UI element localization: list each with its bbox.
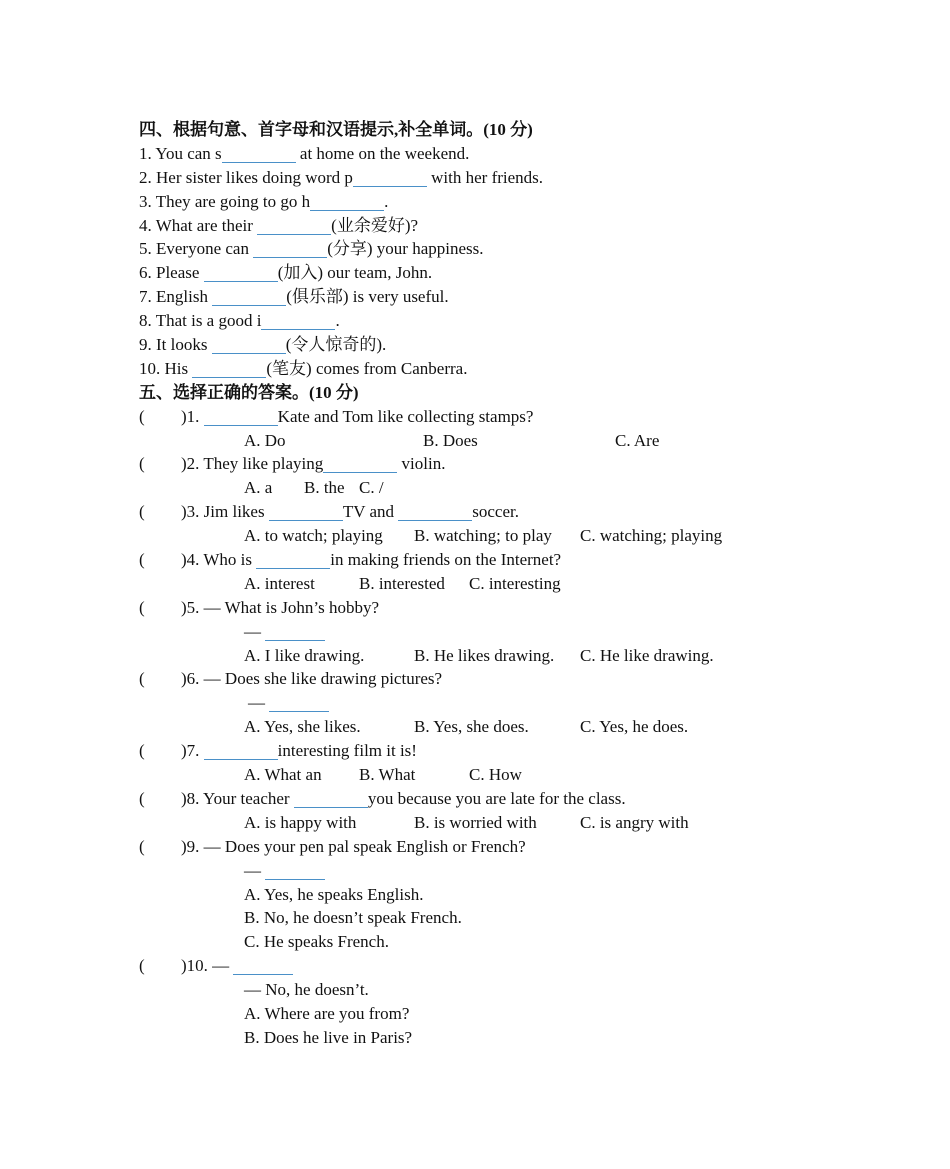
option-c[interactable]: C. Are xyxy=(615,430,660,450)
option-c[interactable]: C. interesting xyxy=(469,573,561,593)
option-b[interactable]: B. He likes drawing. xyxy=(414,645,555,665)
answer-blank[interactable] xyxy=(222,145,296,163)
fill-item-5: 5. Everyone can (分享) your happiness. xyxy=(139,239,484,259)
option-c[interactable]: C. He speaks French. xyxy=(244,932,389,952)
answer-blank[interactable] xyxy=(265,862,325,880)
option-9a xyxy=(139,883,899,907)
option-b[interactable]: B. Yes, she does. xyxy=(414,717,529,737)
option-a[interactable]: A. to watch; playing xyxy=(244,526,383,546)
answer-paren[interactable]: ( xyxy=(139,836,145,856)
answer-paren[interactable]: ( xyxy=(139,550,145,570)
option-9c xyxy=(139,930,899,954)
answer-paren[interactable]: ( xyxy=(139,406,145,426)
question-6: ( )6. — Does she like drawing pictures? xyxy=(139,667,899,691)
option-b[interactable]: B. interested xyxy=(359,573,445,593)
answer-blank[interactable] xyxy=(256,551,330,569)
fill-item-6: 6. Please (加入) our team, John. xyxy=(139,263,433,283)
answer-blank[interactable] xyxy=(265,623,325,641)
question-9: ( )9. — Does your pen pal speak English or French? xyxy=(139,835,899,859)
worksheet xyxy=(139,118,899,1050)
options-3 xyxy=(139,524,899,548)
option-a[interactable]: A. What an xyxy=(244,765,322,785)
fill-item-8: 8. That is a good i . xyxy=(139,311,340,331)
options-4 xyxy=(139,572,899,596)
option-c[interactable]: C. / xyxy=(359,478,384,498)
question-3: ( )3. Jim likes TV and soccer. xyxy=(139,500,899,524)
option-a[interactable]: A. Yes, he speaks English. xyxy=(244,884,424,904)
options-7 xyxy=(139,763,899,787)
fill-item-2: 2. Her sister likes doing word p with her friends. xyxy=(139,167,544,187)
answer-blank[interactable] xyxy=(204,742,278,760)
reply-10: — No, he doesn’t. xyxy=(244,980,369,1000)
option-a[interactable]: A. I like drawing. xyxy=(244,645,365,665)
answer-paren[interactable]: ( xyxy=(139,454,145,474)
answer-blank[interactable] xyxy=(353,169,427,187)
section-4-title: 四、根据句意、首字母和汉语提示,补全单词。(10 分) xyxy=(139,120,533,139)
option-a[interactable]: A. Do xyxy=(244,430,286,450)
option-c[interactable]: C. is angry with xyxy=(580,812,689,832)
fill-item-10: 10. His (笔友) comes from Canberra. xyxy=(139,358,468,378)
option-b[interactable]: B. No, he doesn’t speak French. xyxy=(244,908,462,928)
option-b[interactable]: B. watching; to play xyxy=(414,526,552,546)
option-a[interactable]: A. a xyxy=(244,478,273,498)
reply-6: — xyxy=(139,691,899,715)
option-b[interactable]: B. Does xyxy=(423,430,478,450)
answer-blank[interactable] xyxy=(204,408,278,426)
answer-paren[interactable]: ( xyxy=(139,597,145,617)
fill-item-1: 1. You can s at home on the weekend. xyxy=(139,143,470,163)
reply-9: — xyxy=(139,859,899,883)
option-c[interactable]: C. Yes, he does. xyxy=(580,717,689,737)
question-10: ( )10. — xyxy=(139,954,899,978)
answer-blank[interactable] xyxy=(233,957,293,975)
answer-blank[interactable] xyxy=(204,264,278,282)
option-b[interactable]: B. What xyxy=(359,765,416,785)
option-a[interactable]: A. Yes, she likes. xyxy=(244,717,361,737)
options-2 xyxy=(139,476,899,500)
option-10a xyxy=(139,1002,899,1026)
answer-blank[interactable] xyxy=(257,217,331,235)
option-c[interactable]: C. How xyxy=(469,765,522,785)
options-8 xyxy=(139,811,899,835)
option-10b xyxy=(139,1026,899,1050)
fill-item-7: 7. English (俱乐部) is very useful. xyxy=(139,287,449,307)
options-1 xyxy=(139,429,899,453)
answer-paren[interactable]: ( xyxy=(139,669,145,689)
answer-blank[interactable] xyxy=(253,240,327,258)
answer-blank[interactable] xyxy=(192,360,266,378)
question-2: ( )2. They like playing violin. xyxy=(139,452,899,476)
option-9b xyxy=(139,906,899,930)
option-b[interactable]: B. is worried with xyxy=(414,812,537,832)
answer-blank[interactable] xyxy=(212,336,286,354)
answer-blank[interactable] xyxy=(269,694,329,712)
option-b[interactable]: B. the xyxy=(304,478,345,498)
options-6 xyxy=(139,715,899,739)
option-a[interactable]: A. Where are you from? xyxy=(244,1003,410,1023)
answer-blank[interactable] xyxy=(294,790,368,808)
answer-blank[interactable] xyxy=(261,312,335,330)
option-c[interactable]: C. watching; playing xyxy=(580,526,723,546)
answer-blank[interactable] xyxy=(323,455,397,473)
question-4: ( )4. Who is in making friends on the Internet? xyxy=(139,548,899,572)
options-5 xyxy=(139,644,899,668)
fill-item-4: 4. What are their (业余爱好)? xyxy=(139,215,419,235)
answer-paren[interactable]: ( xyxy=(139,741,145,761)
reply-5: — xyxy=(139,620,899,644)
fill-item-9: 9. It looks (令人惊奇的). xyxy=(139,335,387,355)
answer-paren[interactable]: ( xyxy=(139,502,145,522)
option-a[interactable]: A. is happy with xyxy=(244,812,357,832)
answer-paren[interactable]: ( xyxy=(139,788,145,808)
fill-item-3: 3. They are going to go h . xyxy=(139,191,389,211)
section-5-title: 五、选择正确的答案。(10 分) xyxy=(139,382,359,402)
question-5: ( )5. — What is John’s hobby? xyxy=(139,596,899,620)
question-1: ( )1. Kate and Tom like collecting stamps? xyxy=(139,405,899,429)
answer-blank[interactable] xyxy=(212,288,286,306)
answer-blank[interactable] xyxy=(310,193,384,211)
question-8: ( )8. Your teacher you because you are late for the class. xyxy=(139,787,899,811)
question-7: ( )7. interesting film it is! xyxy=(139,739,899,763)
answer-blank[interactable] xyxy=(398,503,472,521)
answer-paren[interactable]: ( xyxy=(139,956,145,976)
answer-blank[interactable] xyxy=(269,503,343,521)
option-a[interactable]: A. interest xyxy=(244,573,315,593)
option-c[interactable]: C. He like drawing. xyxy=(580,645,714,665)
option-b[interactable]: B. Does he live in Paris? xyxy=(244,1027,413,1047)
